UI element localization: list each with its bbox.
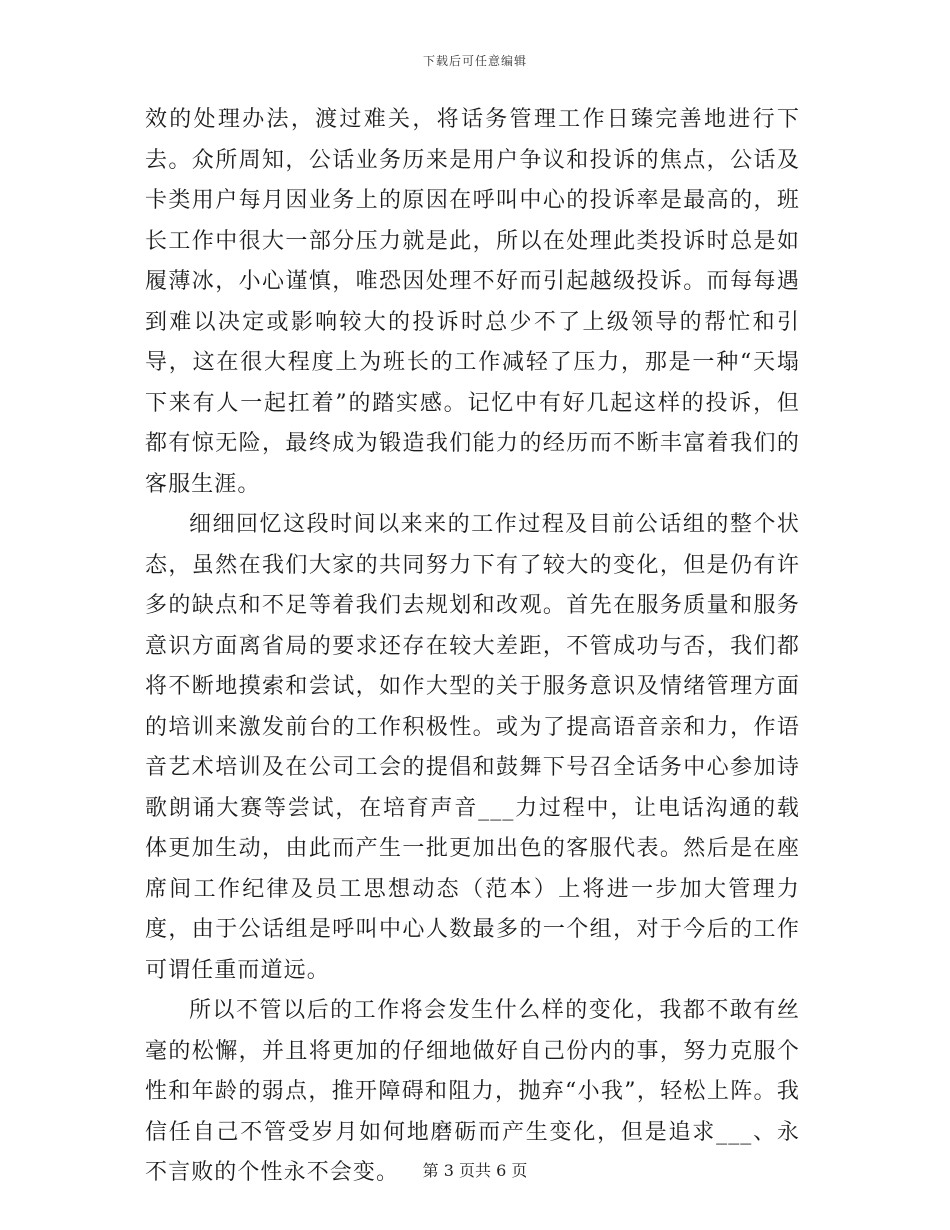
paragraph-2: 细细回忆这段时间以来来的工作过程及目前公话组的整个状态，虽然在我们大家的共同努力下有了较大的变化，但是仍有许多的缺点和不足等着我们去规划和改观。首先在服务质量和服务意识方面离省局的要求还存在较大差距，不管成功与否，我们都将不断地摸索和尝试，如作大型的关于服务意识及情绪管理方面的培训来激发前台的工作积极性。或为了提高语音亲和力，作语音艺术培训及在公司工会的提倡和鼓舞下号召全话务中心参加诗歌朗诵大赛等尝试，在培育声音___力过程中，让电话沟通的载体更加生动，由此而产生一批更加出色的客服代表。然后是在座席间工作纪律及员工思想动态（范本）上将进一步加大管理力度，由于公话组是呼叫中心人数最多的一个组，对于今后的工作可谓任重而道远。 <box>145 512 800 983</box>
page-number: 第 3 页共 6 页 <box>422 1161 528 1180</box>
page-header: 下载后可任意编辑 <box>422 54 527 68</box>
paragraph-1: 效的处理办法，渡过难关，将话务管理工作日臻完善地进行下去。众所周知，公话业务历来是用户争议和投诉的焦点，公话及卡类用户每月因业务上的原因在呼叫中心的投诉率是最高的，班长工作中很大一部分压力就是此，所以在处理此类投诉时总是如履薄冰，小心谨慎，唯恐因处理不好而引起越级投诉。而每每遇到难以决定或影响较大的投诉时总少不了上级领导的帮忙和引导，这在很大程度上为班长的工作减轻了压力，那是一种“天塌下来有人一起扛着”的踏实感。记忆中有好几起这样的投诉，但都有惊无险，最终成为锻造我们能力的经历而不断丰富着我们的客服生涯。 <box>145 107 800 497</box>
paragraph-3: 所以不管以后的工作将会发生什么样的变化，我都不敢有丝毫的松懈，并且将更加的仔细地做好自己份内的事，努力克服个性和年龄的弱点，推开障碍和阻力，抛弃“小我”，轻松上阵。我信任自己不管受岁月如何地磨砺而产生变化，但是追求___、永不言败的个性永不会变。 <box>145 998 800 1185</box>
document-body <box>145 100 800 1194</box>
